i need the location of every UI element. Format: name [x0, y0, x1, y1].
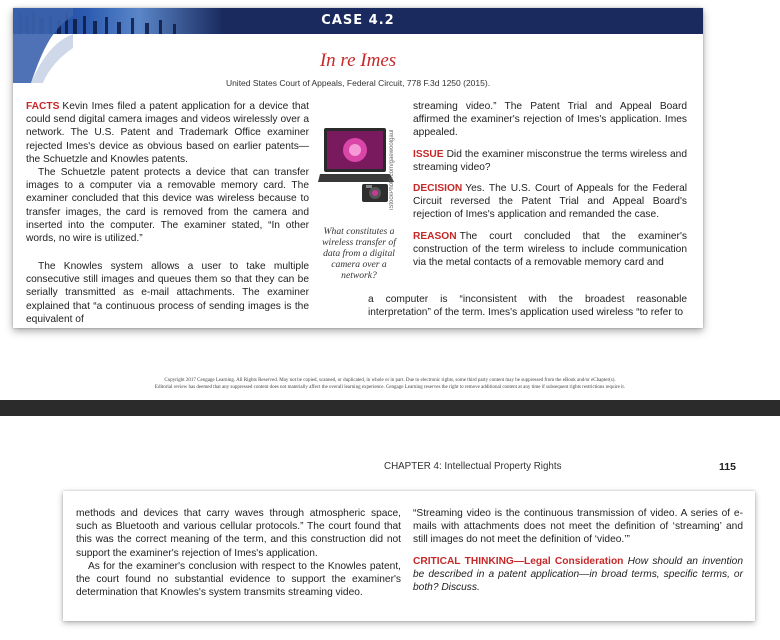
case-box-continued	[63, 491, 755, 621]
reason-paragraph: REASON The court concluded that the examiner's construction of the term wireless to include communication via the metal contacts of a removable memory card and	[413, 230, 687, 269]
case-citation: United States Court of Appeals, Federal Circuit, 778 F.3d 1250 (2015).	[225, 78, 491, 88]
decision-paragraph: DECISION Yes. The U.S. Court of Appeals for the Federal Circuit reversed the Patent Trial and Appeal Board's rejection of Imes's application and remanded the case.	[413, 183, 687, 221]
schuetzle-paragraph: The Schuetzle patent protects a device that can transfer images to a computer via a removable memory card. The examiner concluded that this device was wireless because to transfer images, the card is removed from the camera and inserted into the computer. The examiner stated, “In other words, no wire is utilized.”	[26, 167, 309, 245]
decision-label: DECISION	[413, 183, 463, 195]
case-banner	[13, 8, 703, 34]
page-number: 115	[719, 461, 736, 473]
knowles-conclusion-paragraph: As for the examiner's conclusion with respect to the Knowles patent, the court found no substantial evidence to support the examiner's determination that Knowles's system transmits streaming video.	[76, 560, 401, 599]
reason-label: REASON	[413, 230, 457, 242]
streaming-paragraph: streaming video.” The Patent Trial and Appeal Board affirmed the examiner's rejection of Imes's application. Imes appealed.	[413, 101, 687, 139]
lower-right-column	[413, 507, 743, 594]
figure-caption: What constitutes a wireless transfer of data from a digital camera over a network?	[322, 226, 396, 281]
running-head: CHAPTER 4: Intellectual Property Rights	[384, 461, 562, 472]
facts-label: FACTS	[26, 101, 60, 112]
lower-left-column	[76, 507, 401, 599]
issue-paragraph: ISSUE Did the examiner misconstrue the terms wireless and streaming video?	[413, 148, 687, 173]
facts-paragraph: FACTS Kevin Imes filed a patent application for a device that could send digital camera images and videos wirelessly over a network. The U.S. Patent and Trademark Office examiner rejected Imes's device as obvious based on earlier patents—the Schuetzle and Knowles patents.	[26, 101, 309, 165]
critical-thinking-question: How should an invention be described in a patent application—in broad terms, specific terms, or both? Discuss.	[413, 555, 743, 594]
critical-thinking	[413, 555, 743, 595]
photo-credit: iStockPhoto.com/gaewoolgaul	[389, 129, 395, 210]
streaming-definition-paragraph: “Streaming video is the continuous transmission of video. A series of e-mails with attachments does not meet the definition of ‘streaming’ and still images do not meet the definition of ‘video.’”	[413, 508, 743, 546]
facts-column-upper	[26, 100, 309, 245]
issue-label: ISSUE	[413, 148, 444, 160]
case-box	[13, 8, 703, 328]
case-title: In re Imes	[319, 50, 397, 71]
page-divider	[0, 400, 780, 416]
case-label: CASE 4.2	[321, 13, 395, 28]
copyright-notice: Copyright 2017 Cengage Learning. All Rights Reserved. May not be copied, scanned, or duplicated, in whole or in part. Due to electronic rights, some third party content may be suppressed from the eBook and/or eChapter(s). Editorial review has deemed that any suppressed content does not materially affect the overall learning experience. Cengage Learning reserves the right to remove additional content at any time if subsequent rights restrictions require it.	[154, 378, 626, 390]
page-curl-graphic	[13, 8, 73, 83]
knowles-paragraph: The Knowles system allows a user to take multiple consecutive still images and queues them so that they can be serially transmitted as e-mail attachments. The examiner explained that “a continuous process of sending images is the equivalent of	[26, 261, 309, 325]
knowles-column	[26, 260, 309, 326]
laptop-camera-photo-icon	[318, 118, 394, 218]
critical-thinking-label: CRITICAL THINKING—Legal Consideration	[413, 555, 624, 567]
reason-continuation: a computer is “inconsistent with the broadest reasonable interpretation” of the term. Imes's application used wireless “to refer to	[368, 294, 687, 319]
bluetooth-paragraph: methods and devices that carry waves through atmospheric space, such as Bluetooth and various cellular protocols.” The court found that this was the correct meaning of the term, and this construction did not support the examiner's rejection of Imes's application.	[76, 508, 401, 559]
right-column	[413, 100, 687, 269]
